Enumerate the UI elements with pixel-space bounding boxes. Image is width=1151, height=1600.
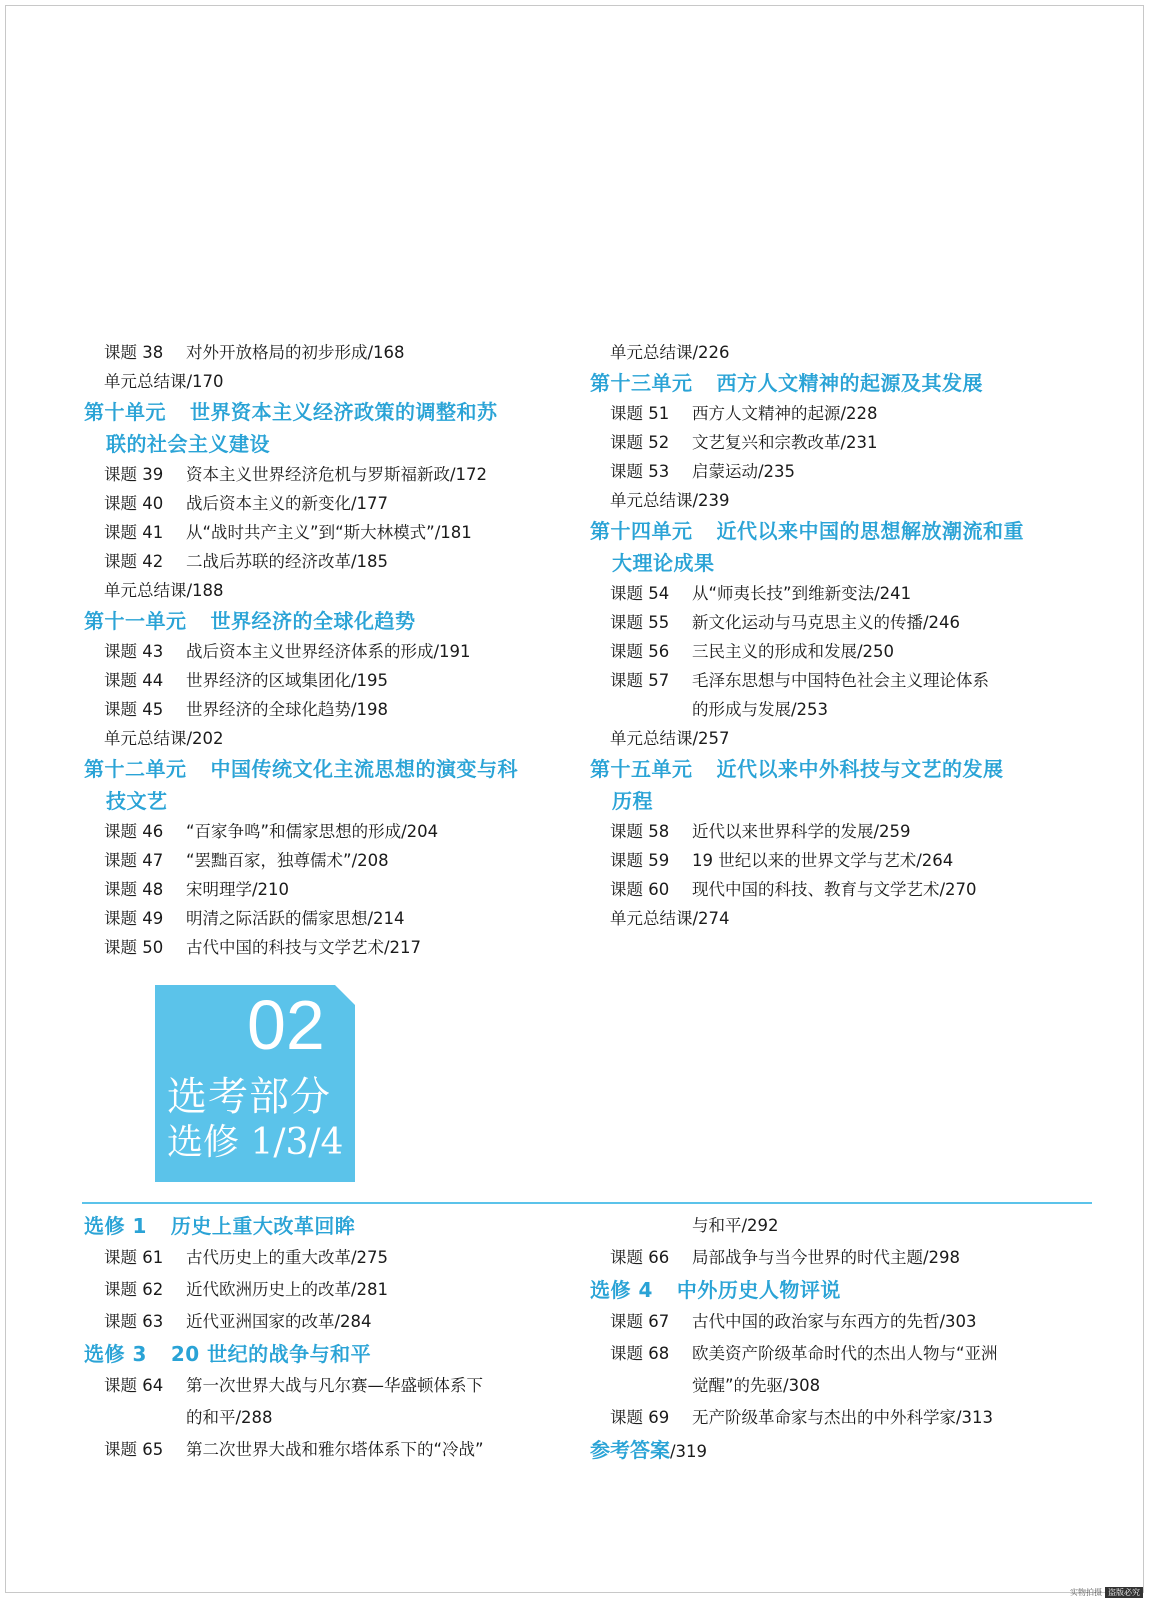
- topic-number: 课题 38: [104, 343, 164, 362]
- topic-title: 无产阶级革命家与杰出的中外科学家/313: [692, 1408, 994, 1427]
- topic-title: 二战后苏联的经济改革/185: [186, 552, 389, 571]
- unit-title: 20 世纪的战争与和平: [170, 1342, 372, 1366]
- toc-summary-entry[interactable]: 单元总结课/188: [104, 581, 224, 600]
- unit-title: 中外历史人物评说: [676, 1278, 841, 1302]
- topic-number: 课题 64: [104, 1376, 164, 1395]
- topic-title: “百家争鸣”和儒家思想的形成/204: [186, 822, 439, 841]
- topic-number: 课题 52: [610, 433, 670, 452]
- toc-topic-entry[interactable]: [590, 1306, 1070, 1338]
- toc-topic-entry[interactable]: [84, 637, 554, 666]
- toc-topic-entry[interactable]: [590, 637, 1070, 666]
- toc-unit-heading[interactable]: [590, 753, 1070, 785]
- footer-left-text: 实物拍摄: [1070, 1588, 1102, 1597]
- toc-topic-entry[interactable]: [84, 1242, 554, 1274]
- topic-title: 资本主义世界经济危机与罗斯福新政/172: [186, 465, 488, 484]
- toc-unit-heading-continued: 联的社会主义建设: [106, 432, 270, 456]
- topic-title: 现代中国的科技、教育与文学艺术/270: [692, 880, 977, 899]
- toc-topic-entry[interactable]: [84, 904, 554, 933]
- toc-topic-entry[interactable]: [590, 846, 1070, 875]
- topic-title: 西方人文精神的起源/228: [692, 404, 878, 423]
- toc-topic-entry[interactable]: [84, 460, 554, 489]
- section-02-block: [155, 985, 355, 1182]
- toc-unit-heading-continued: 大理论成果: [612, 551, 715, 575]
- topic-number: 课题 41: [104, 523, 164, 542]
- answers-entry[interactable]: [590, 1434, 1070, 1466]
- topic-number: 课题 69: [610, 1408, 670, 1427]
- topic-title: 对外开放格局的初步形成/168: [186, 343, 405, 362]
- toc-topic-entry[interactable]: [84, 695, 554, 724]
- toc-topic-entry[interactable]: [590, 875, 1070, 904]
- topic-title: 战后资本主义世界经济体系的形成/191: [186, 642, 471, 661]
- folded-corner: [335, 985, 355, 1005]
- topic-title: 欧美资产阶级革命时代的杰出人物与“亚洲: [692, 1344, 998, 1363]
- answers-page: /319: [670, 1442, 708, 1461]
- toc-topic-continued: 的和平/288: [186, 1408, 273, 1427]
- unit-number: 选修 3: [84, 1342, 147, 1366]
- toc-upper-right-column: [590, 338, 1070, 933]
- topic-title: 从“师夷长技”到维新变法/241: [692, 584, 912, 603]
- unit-number: 第十单元: [84, 400, 166, 424]
- topic-number: 课题 48: [104, 880, 164, 899]
- topic-number: 课题 57: [610, 671, 670, 690]
- topic-number: 课题 47: [104, 851, 164, 870]
- toc-summary-entry[interactable]: 单元总结课/274: [610, 909, 730, 928]
- toc-unit-heading[interactable]: [84, 753, 554, 785]
- topic-number: 课题 66: [610, 1248, 670, 1267]
- topic-number: 课题 67: [610, 1312, 670, 1331]
- section-subtitle: 选修 1/3/4: [167, 1122, 344, 1163]
- unit-title: 西方人文精神的起源及其发展: [716, 371, 983, 395]
- toc-topic-entry[interactable]: [590, 666, 1070, 695]
- toc-summary-entry[interactable]: 单元总结课/257: [610, 729, 730, 748]
- unit-number: 选修 4: [590, 1278, 653, 1302]
- topic-title: 文艺复兴和宗教改革/231: [692, 433, 878, 452]
- topic-title: 第二次世界大战和雅尔塔体系下的“冷战”: [186, 1440, 484, 1459]
- toc-topic-entry[interactable]: [84, 518, 554, 547]
- topic-title: 19 世纪以来的世界文学与艺术/264: [692, 851, 954, 870]
- toc-topic-entry[interactable]: [590, 1242, 1070, 1274]
- footer-right-text: 盗版必究: [1105, 1587, 1143, 1598]
- toc-topic-entry[interactable]: [590, 399, 1070, 428]
- section-number: 02: [247, 986, 325, 1064]
- unit-number: 第十一单元: [84, 609, 187, 633]
- toc-topic-entry[interactable]: [590, 428, 1070, 457]
- topic-number: 课题 46: [104, 822, 164, 841]
- toc-topic-entry[interactable]: [590, 1338, 1070, 1370]
- toc-topic-continued: 与和平/292: [692, 1216, 779, 1235]
- toc-topic-entry[interactable]: [84, 489, 554, 518]
- toc-topic-entry[interactable]: [84, 1434, 554, 1466]
- toc-summary-entry[interactable]: 单元总结课/170: [104, 372, 224, 391]
- topic-number: 课题 50: [104, 938, 164, 957]
- topic-number: 课题 49: [104, 909, 164, 928]
- toc-topic-entry[interactable]: [84, 1274, 554, 1306]
- toc-unit-heading-continued: 技文艺: [106, 789, 168, 813]
- topic-number: 课题 65: [104, 1440, 164, 1459]
- toc-unit-heading[interactable]: [590, 367, 1070, 399]
- toc-summary-entry[interactable]: 单元总结课/239: [610, 491, 730, 510]
- topic-title: 古代历史上的重大改革/275: [186, 1248, 389, 1267]
- toc-unit-heading[interactable]: [84, 605, 554, 637]
- topic-title: 古代中国的科技与文学艺术/217: [186, 938, 422, 957]
- toc-lower-right-column: [590, 1210, 1070, 1466]
- topic-title: 战后资本主义的新变化/177: [186, 494, 389, 513]
- toc-topic-entry[interactable]: [590, 608, 1070, 637]
- answers-label: 参考答案: [590, 1438, 670, 1462]
- toc-unit-heading-continued: 历程: [612, 789, 653, 813]
- topic-number: 课题 61: [104, 1248, 164, 1267]
- topic-number: 课题 44: [104, 671, 164, 690]
- unit-number: 第十五单元: [590, 757, 693, 781]
- toc-upper-left-column: [84, 338, 554, 962]
- topic-title: 局部战争与当今世界的时代主题/298: [692, 1248, 961, 1267]
- toc-topic-continued: 觉醒”的先驱/308: [692, 1376, 821, 1395]
- topic-title: “罢黜百家，独尊儒术”/208: [186, 851, 389, 870]
- topic-title: 三民主义的形成和发展/250: [692, 642, 895, 661]
- topic-number: 课题 58: [610, 822, 670, 841]
- toc-lower-left-column: [84, 1210, 554, 1466]
- topic-title: 第一次世界大战与凡尔赛—华盛顿体系下: [186, 1376, 483, 1395]
- toc-topic-entry[interactable]: [84, 1306, 554, 1338]
- topic-title: 宋明理学/210: [186, 880, 290, 899]
- unit-title: 世界经济的全球化趋势: [210, 609, 416, 633]
- topic-number: 课题 53: [610, 462, 670, 481]
- toc-topic-entry[interactable]: [84, 846, 554, 875]
- toc-topic-continued: 的形成与发展/253: [692, 700, 829, 719]
- toc-topic-entry[interactable]: [84, 933, 554, 962]
- unit-title: 近代以来中外科技与文艺的发展: [716, 757, 1004, 781]
- topic-title: 近代亚洲国家的改革/284: [186, 1312, 372, 1331]
- topic-number: 课题 40: [104, 494, 164, 513]
- topic-number: 课题 62: [104, 1280, 164, 1299]
- section-title: 选考部分: [167, 1074, 331, 1120]
- topic-number: 课题 55: [610, 613, 670, 632]
- topic-number: 课题 51: [610, 404, 670, 423]
- topic-title: 近代以来世界科学的发展/259: [692, 822, 911, 841]
- topic-number: 课题 60: [610, 880, 670, 899]
- toc-topic-entry[interactable]: [84, 1370, 554, 1402]
- toc-unit-heading[interactable]: [84, 1210, 554, 1242]
- topic-number: 课题 68: [610, 1344, 670, 1363]
- toc-topic-entry[interactable]: [84, 875, 554, 904]
- topic-title: 世界经济的全球化趋势/198: [186, 700, 389, 719]
- toc-unit-heading[interactable]: [84, 396, 554, 428]
- toc-unit-heading[interactable]: [84, 1338, 554, 1370]
- topic-number: 课题 59: [610, 851, 670, 870]
- footer-badge: [1067, 1587, 1143, 1598]
- unit-number: 第十三单元: [590, 371, 693, 395]
- topic-number: 课题 45: [104, 700, 164, 719]
- topic-title: 古代中国的政治家与东西方的先哲/303: [692, 1312, 977, 1331]
- topic-number: 课题 42: [104, 552, 164, 571]
- unit-title: 近代以来中国的思想解放潮流和重: [716, 519, 1024, 543]
- toc-topic-entry[interactable]: [84, 666, 554, 695]
- topic-number: 课题 56: [610, 642, 670, 661]
- unit-title: 中国传统文化主流思想的演变与科: [210, 757, 518, 781]
- topic-title: 毛泽东思想与中国特色社会主义理论体系: [692, 671, 989, 690]
- topic-title: 世界经济的区域集团化/195: [186, 671, 389, 690]
- toc-unit-heading[interactable]: [590, 1274, 1070, 1306]
- unit-number: 第十二单元: [84, 757, 187, 781]
- toc-summary-entry[interactable]: 单元总结课/202: [104, 729, 224, 748]
- topic-number: 课题 43: [104, 642, 164, 661]
- section-divider: [82, 1202, 1092, 1204]
- topic-title: 从“战时共产主义”到“斯大林模式”/181: [186, 523, 472, 542]
- unit-title: 世界资本主义经济政策的调整和苏: [190, 400, 498, 424]
- topic-title: 启蒙运动/235: [692, 462, 796, 481]
- unit-title: 历史上重大改革回眸: [170, 1214, 356, 1238]
- toc-topic-entry[interactable]: [590, 1402, 1070, 1434]
- topic-number: 课题 63: [104, 1312, 164, 1331]
- toc-topic-entry[interactable]: [590, 817, 1070, 846]
- toc-unit-heading[interactable]: [590, 515, 1070, 547]
- unit-number: 选修 1: [84, 1214, 147, 1238]
- topic-title: 新文化运动与马克思主义的传播/246: [692, 613, 961, 632]
- toc-topic-entry[interactable]: [590, 457, 1070, 486]
- toc-topic-entry[interactable]: [84, 547, 554, 576]
- topic-number: 课题 39: [104, 465, 164, 484]
- toc-topic-entry[interactable]: [84, 817, 554, 846]
- topic-title: 近代欧洲历史上的改革/281: [186, 1280, 389, 1299]
- toc-topic-entry[interactable]: [590, 579, 1070, 608]
- topic-title: 明清之际活跃的儒家思想/214: [186, 909, 405, 928]
- toc-topic-entry[interactable]: [84, 338, 554, 367]
- unit-number: 第十四单元: [590, 519, 693, 543]
- toc-summary-entry[interactable]: 单元总结课/226: [610, 343, 730, 362]
- topic-number: 课题 54: [610, 584, 670, 603]
